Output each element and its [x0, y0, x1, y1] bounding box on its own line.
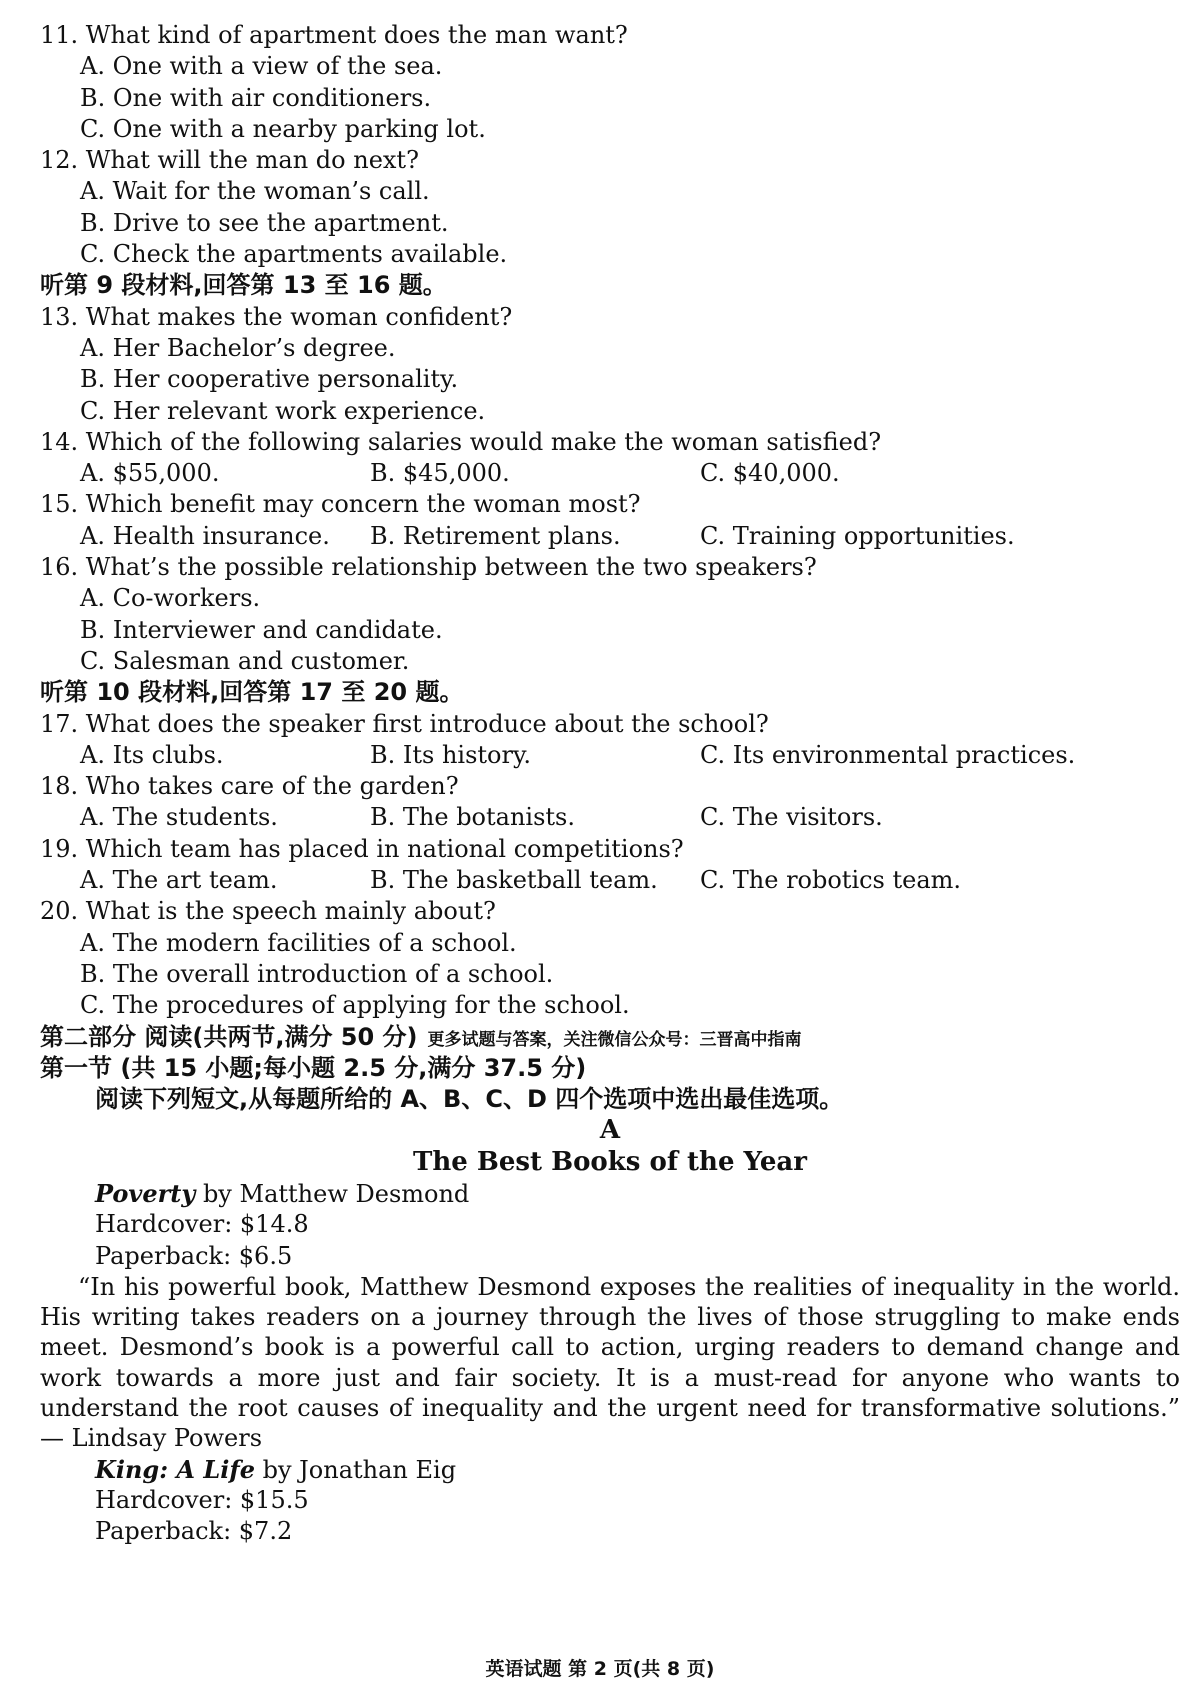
passage-letter: A: [599, 1115, 621, 1146]
question-text: 13. What makes the woman confident?: [40, 302, 513, 331]
hardcover-price: Hardcover: $14.8: [95, 1210, 309, 1239]
question-text: 20. What is the speech mainly about?: [40, 897, 496, 926]
question-19: [40, 834, 1180, 897]
option-b: B. Her cooperative personality.: [80, 365, 459, 394]
option-c: C. Check the apartments available.: [80, 240, 508, 269]
options-row: [40, 802, 1180, 833]
option-b: B. The botanists.: [370, 803, 575, 832]
option-a: A. $55,000.: [80, 459, 220, 488]
book-heading: [40, 1178, 1180, 1209]
section-heading-9: 听第 9 段材料,回答第 13 至 16 题。: [40, 271, 447, 300]
question-14: [40, 427, 1180, 490]
paperback-price: Paperback: $7.2: [95, 1517, 293, 1546]
question-16: [40, 552, 1180, 677]
question-text: 14. Which of the following salaries would make the woman satisfied?: [40, 427, 882, 456]
option-c: C. The visitors.: [700, 803, 883, 832]
book-title: Poverty: [95, 1178, 196, 1208]
question-11: [40, 20, 1180, 145]
question-17: [40, 709, 1180, 772]
option-b: B. Retirement plans.: [370, 521, 621, 550]
option-c: C. One with a nearby parking lot.: [80, 114, 486, 143]
question-text: 19. Which team has placed in national competitions?: [40, 834, 684, 863]
question-text: 17. What does the speaker first introduce about the school?: [40, 709, 769, 738]
option-b: B. Drive to see the apartment.: [80, 208, 449, 237]
option-a: A. Her Bachelor’s degree.: [80, 333, 396, 362]
part-two-heading: [40, 1022, 1180, 1053]
option-a: A. The art team.: [80, 866, 278, 895]
book-heading: [40, 1454, 1180, 1485]
option-c: C. Training opportunities.: [700, 521, 1015, 550]
options-row: [40, 521, 1180, 552]
option-b: B. The basketball team.: [370, 866, 658, 895]
question-15: [40, 489, 1180, 552]
question-12: [40, 145, 1180, 270]
page-footer: 英语试题 第 2 页(共 8 页): [485, 1658, 715, 1680]
book-author: by Matthew Desmond: [195, 1179, 470, 1208]
question-13: [40, 302, 1180, 427]
question-text: 11. What kind of apartment does the man want?: [40, 21, 628, 49]
question-20: [40, 896, 1180, 1021]
option-b: B. $45,000.: [370, 459, 510, 488]
section-one-heading: 第一节 (共 15 小题;每小题 2.5 分,满分 37.5 分): [40, 1053, 587, 1082]
option-b: B. The overall introduction of a school.: [80, 959, 554, 988]
book-review: “In his powerful book, Matthew Desmond exposes the realities of inequality in the world. His writing takes readers on a journey through the lives of those struggling to make ends meet. Desmond’s book is a powerful call to action, urging readers to demand change and work towards a more just and fair society. It is a must-read for anyone who wants to understand the root causes of inequality and the urgent need for transformative solutions.” — Lindsay Powers: [40, 1272, 1180, 1453]
option-c: C. The procedures of applying for the school.: [80, 991, 630, 1020]
option-c: C. The robotics team.: [700, 866, 962, 895]
passage-title: The Best Books of the Year: [413, 1146, 807, 1177]
option-a: A. Health insurance.: [80, 521, 330, 550]
option-a: A. Its clubs.: [80, 740, 224, 769]
options-row: [40, 865, 1180, 896]
question-18: [40, 771, 1180, 834]
option-c: C. Her relevant work experience.: [80, 396, 486, 425]
book-entry-1: [40, 1178, 1180, 1454]
paperback-price: Paperback: $6.5: [95, 1241, 293, 1270]
option-a: A. Wait for the woman’s call.: [80, 177, 430, 206]
question-text: 16. What’s the possible relationship between the two speakers?: [40, 553, 817, 582]
question-text: 18. Who takes care of the garden?: [40, 772, 459, 801]
options-row: [40, 740, 1180, 771]
option-a: A. Co-workers.: [80, 584, 261, 613]
hardcover-price: Hardcover: $15.5: [95, 1485, 309, 1514]
book-entry-2: [40, 1454, 1180, 1548]
section-heading-10: 听第 10 段材料,回答第 17 至 20 题。: [40, 678, 464, 707]
option-c: C. Its environmental practices.: [700, 740, 1076, 769]
option-a: A. The modern facilities of a school.: [80, 928, 517, 957]
option-a: A. The students.: [80, 803, 278, 832]
book-title: King: A Life: [95, 1454, 255, 1484]
question-text: 15. Which benefit may concern the woman most?: [40, 490, 641, 519]
option-c: C. $40,000.: [700, 459, 840, 488]
part-two-title: 第二部分 阅读(共两节,满分 50 分): [40, 1022, 418, 1051]
option-b: B. Interviewer and candidate.: [80, 615, 443, 644]
option-b: B. Its history.: [370, 740, 531, 769]
part-two-note: 更多试题与答案，关注微信公众号：三晋高中指南: [427, 1029, 802, 1050]
reading-instruction: 阅读下列短文,从每题所给的 A、B、C、D 四个选项中选出最佳选项。: [95, 1085, 844, 1114]
option-b: B. One with air conditioners.: [80, 83, 432, 112]
options-row: [40, 458, 1180, 489]
option-a: A. One with a view of the sea.: [80, 52, 443, 81]
option-c: C. Salesman and customer.: [80, 646, 410, 675]
exam-page: [40, 20, 1180, 1548]
question-text: 12. What will the man do next?: [40, 146, 419, 175]
book-author: by Jonathan Eig: [254, 1455, 457, 1484]
